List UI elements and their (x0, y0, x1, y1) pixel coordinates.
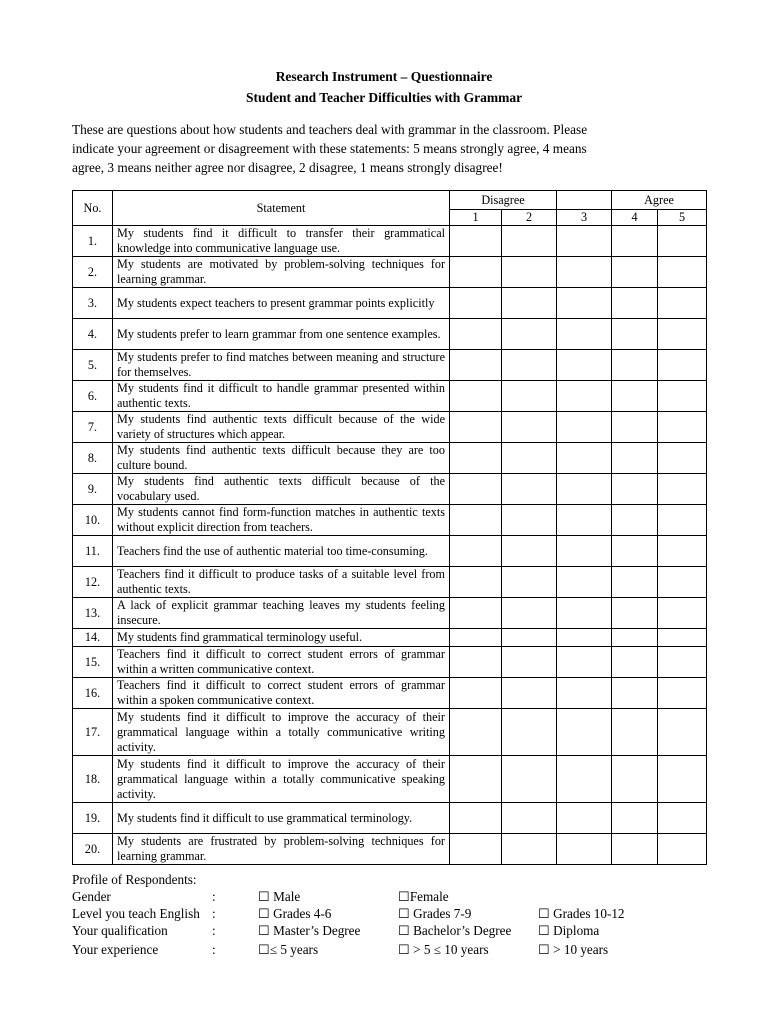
question-row (73, 350, 707, 381)
rating-cell-2[interactable] (502, 629, 557, 647)
rating-cell-3[interactable] (557, 350, 612, 381)
rating-cell-5[interactable] (658, 629, 707, 647)
question-number: 12. (73, 567, 113, 598)
rating-cell-1[interactable] (450, 756, 502, 803)
rating-cell-2[interactable] (502, 381, 557, 412)
profile-colon: : (212, 906, 216, 921)
rating-cell-3[interactable] (557, 505, 612, 536)
question-row (73, 803, 707, 834)
rating-cell-1[interactable] (450, 257, 502, 288)
rating-cell-4[interactable] (612, 381, 658, 412)
question-row (73, 412, 707, 443)
instructions-paragraph: These are questions about how students and teachers deal with grammar in the classroom. Please indicate your agreement or disagreement with these statements: 5 means strongly agree, 4 means agree, 3 means neither agree nor disagree, 2 disagree, 1 means strongly disagree! (72, 122, 588, 175)
rating-cell-5[interactable] (658, 834, 707, 865)
rating-cell-5[interactable] (658, 678, 707, 709)
rating-cell-4[interactable] (612, 257, 658, 288)
rating-cell-4[interactable] (612, 803, 658, 834)
rating-cell-4[interactable] (612, 505, 658, 536)
header-agree: Agree (612, 191, 707, 210)
rating-cell-2[interactable] (502, 567, 557, 598)
profile-colon: : (212, 889, 216, 904)
question-row (73, 288, 707, 319)
rating-cell-5[interactable] (658, 536, 707, 567)
rating-cell-5[interactable] (658, 226, 707, 257)
checkbox-option-bachelors[interactable]: ☐ Bachelor’s Degree (398, 923, 512, 938)
document-title: Research Instrument – Questionnaire (275, 69, 493, 84)
question-number: 18. (73, 756, 113, 803)
question-statement: My students find grammatical terminology useful. (113, 629, 450, 647)
checkbox-option-female[interactable]: ☐Female (398, 889, 449, 904)
rating-cell-1[interactable] (450, 319, 502, 350)
profile-row-qualification (72, 922, 722, 939)
question-number: 14. (73, 629, 113, 647)
profile-colon: : (212, 923, 216, 938)
rating-cell-5[interactable] (658, 756, 707, 803)
rating-cell-3[interactable] (557, 756, 612, 803)
question-number: 2. (73, 257, 113, 288)
question-row (73, 629, 707, 647)
rating-cell-2[interactable] (502, 443, 557, 474)
question-number: 13. (73, 598, 113, 629)
rating-cell-4[interactable] (612, 756, 658, 803)
question-number: 5. (73, 350, 113, 381)
question-number: 15. (73, 647, 113, 678)
rating-cell-3[interactable] (557, 678, 612, 709)
question-row (73, 319, 707, 350)
rating-cell-3[interactable] (557, 443, 612, 474)
question-statement: My students find it difficult to improve the accuracy of their grammatical language within a totally communicative writing activity. (113, 709, 450, 756)
checkbox-option-exp-le-5[interactable]: ☐≤ 5 years (258, 942, 319, 957)
rating-cell-4[interactable] (612, 598, 658, 629)
rating-cell-5[interactable] (658, 412, 707, 443)
rating-cell-3[interactable] (557, 647, 612, 678)
rating-cell-2[interactable] (502, 756, 557, 803)
rating-cell-2[interactable] (502, 288, 557, 319)
rating-cell-5[interactable] (658, 288, 707, 319)
rating-cell-4[interactable] (612, 567, 658, 598)
profile-heading: Profile of Respondents: (72, 872, 197, 887)
rating-cell-4[interactable] (612, 834, 658, 865)
question-row (73, 567, 707, 598)
rating-cell-3[interactable] (557, 257, 612, 288)
question-row (73, 474, 707, 505)
question-statement: My students find it difficult to handle grammar presented within authentic texts. (113, 381, 450, 412)
questionnaire-table (72, 190, 707, 865)
question-statement: My students prefer to find matches between meaning and structure for themselves. (113, 350, 450, 381)
rating-cell-1[interactable] (450, 505, 502, 536)
rating-cell-1[interactable] (450, 226, 502, 257)
rating-cell-2[interactable] (502, 647, 557, 678)
rating-cell-2[interactable] (502, 709, 557, 756)
rating-cell-2[interactable] (502, 257, 557, 288)
rating-cell-4[interactable] (612, 629, 658, 647)
question-row (73, 226, 707, 257)
question-statement: My students are frustrated by problem-solving techniques for learning grammar. (113, 834, 450, 865)
rating-cell-1[interactable] (450, 381, 502, 412)
rating-cell-5[interactable] (658, 474, 707, 505)
profile-row-gender (72, 888, 722, 905)
rating-cell-3[interactable] (557, 629, 612, 647)
question-statement: My students find it difficult to improve the accuracy of their grammatical language within a totally communicative speaking activity. (113, 756, 450, 803)
rating-cell-2[interactable] (502, 536, 557, 567)
rating-cell-2[interactable] (502, 803, 557, 834)
question-row (73, 536, 707, 567)
checkbox-option-diploma[interactable]: ☐ Diploma (538, 923, 600, 938)
rating-cell-3[interactable] (557, 567, 612, 598)
rating-cell-3[interactable] (557, 834, 612, 865)
rating-cell-1[interactable] (450, 803, 502, 834)
rating-cell-2[interactable] (502, 505, 557, 536)
rating-cell-3[interactable] (557, 288, 612, 319)
rating-cell-3[interactable] (557, 709, 612, 756)
rating-cell-3[interactable] (557, 803, 612, 834)
rating-cell-1[interactable] (450, 350, 502, 381)
checkbox-option-grades-10-12[interactable]: ☐ Grades 10-12 (538, 906, 625, 921)
rating-cell-5[interactable] (658, 443, 707, 474)
question-number: 4. (73, 319, 113, 350)
respondent-profile (72, 871, 722, 956)
question-row (73, 756, 707, 803)
header-no: No. (73, 191, 113, 226)
checkbox-option-exp-gt-10[interactable]: ☐ > 10 years (538, 942, 609, 957)
rating-cell-5[interactable] (658, 598, 707, 629)
header-neutral-blank (557, 191, 612, 210)
profile-row-experience (72, 941, 722, 958)
rating-cell-3[interactable] (557, 226, 612, 257)
rating-cell-4[interactable] (612, 678, 658, 709)
question-number: 8. (73, 443, 113, 474)
question-statement: My students find it difficult to transfer their grammatical knowledge into communicative language use. (113, 226, 450, 257)
question-statement: My students find it difficult to use grammatical terminology. (113, 803, 450, 834)
rating-cell-3[interactable] (557, 536, 612, 567)
profile-label: Your experience (72, 942, 159, 957)
rating-cell-4[interactable] (612, 709, 658, 756)
rating-cell-4[interactable] (612, 443, 658, 474)
document-subtitle: Student and Teacher Difficulties with Grammar (245, 90, 523, 105)
question-number: 11. (73, 536, 113, 567)
question-row (73, 598, 707, 629)
question-statement: My students expect teachers to present grammar points explicitly (113, 288, 450, 319)
question-number: 17. (73, 709, 113, 756)
question-statement: Teachers find the use of authentic material too time-consuming. (113, 536, 450, 567)
question-number: 7. (73, 412, 113, 443)
rating-cell-1[interactable] (450, 412, 502, 443)
question-number: 20. (73, 834, 113, 865)
question-statement: Teachers find it difficult to produce tasks of a suitable level from authentic texts. (113, 567, 450, 598)
rating-cell-1[interactable] (450, 536, 502, 567)
rating-cell-4[interactable] (612, 536, 658, 567)
rating-cell-5[interactable] (658, 505, 707, 536)
header-statement: Statement (113, 191, 450, 226)
checkbox-option-grades-4-6[interactable]: ☐ Grades 4-6 (258, 906, 332, 921)
question-number: 16. (73, 678, 113, 709)
question-row (73, 443, 707, 474)
scale-label-3: 3 (557, 210, 612, 226)
rating-cell-5[interactable] (658, 567, 707, 598)
question-row (73, 709, 707, 756)
rating-cell-5[interactable] (658, 381, 707, 412)
rating-cell-1[interactable] (450, 288, 502, 319)
rating-cell-3[interactable] (557, 598, 612, 629)
rating-cell-3[interactable] (557, 381, 612, 412)
rating-cell-4[interactable] (612, 319, 658, 350)
rating-cell-5[interactable] (658, 709, 707, 756)
question-statement: My students find authentic texts difficult because they are too culture bound. (113, 443, 450, 474)
profile-label: Gender (72, 889, 111, 904)
profile-colon: : (212, 942, 216, 957)
rating-cell-5[interactable] (658, 319, 707, 350)
question-statement: My students cannot find form-function matches in authentic texts without explicit direction from teachers. (113, 505, 450, 536)
profile-label: Your qualification (72, 923, 168, 938)
profile-label: Level you teach English (72, 906, 200, 921)
rating-cell-5[interactable] (658, 257, 707, 288)
checkbox-option-masters[interactable]: ☐ Master’s Degree (258, 923, 361, 938)
rating-cell-2[interactable] (502, 474, 557, 505)
rating-cell-1[interactable] (450, 474, 502, 505)
checkbox-option-exp-5-10[interactable]: ☐ > 5 ≤ 10 years (398, 942, 489, 957)
rating-cell-1[interactable] (450, 567, 502, 598)
question-statement: Teachers find it difficult to correct student errors of grammar within a spoken communicative context. (113, 678, 450, 709)
question-row (73, 257, 707, 288)
question-number: 6. (73, 381, 113, 412)
rating-cell-4[interactable] (612, 647, 658, 678)
rating-cell-1[interactable] (450, 598, 502, 629)
rating-cell-4[interactable] (612, 288, 658, 319)
rating-cell-3[interactable] (557, 474, 612, 505)
scale-label-1: 1 (450, 210, 502, 226)
question-row (73, 678, 707, 709)
scale-label-2: 2 (502, 210, 557, 226)
question-statement: My students are motivated by problem-solving techniques for learning grammar. (113, 257, 450, 288)
rating-cell-4[interactable] (612, 412, 658, 443)
rating-cell-4[interactable] (612, 350, 658, 381)
question-statement: My students prefer to learn grammar from one sentence examples. (113, 319, 450, 350)
question-statement: My students find authentic texts difficult because of the wide variety of structures which appear. (113, 412, 450, 443)
profile-heading-row (72, 871, 722, 888)
question-statement: A lack of explicit grammar teaching leaves my students feeling insecure. (113, 598, 450, 629)
question-row (73, 647, 707, 678)
rating-cell-1[interactable] (450, 443, 502, 474)
rating-cell-3[interactable] (557, 319, 612, 350)
rating-cell-4[interactable] (612, 474, 658, 505)
rating-cell-5[interactable] (658, 803, 707, 834)
question-number: 9. (73, 474, 113, 505)
rating-cell-2[interactable] (502, 319, 557, 350)
rating-cell-1[interactable] (450, 629, 502, 647)
checkbox-option-male[interactable]: ☐ Male (258, 889, 301, 904)
question-row (73, 834, 707, 865)
rating-cell-1[interactable] (450, 647, 502, 678)
rating-cell-2[interactable] (502, 598, 557, 629)
rating-cell-2[interactable] (502, 412, 557, 443)
checkbox-option-grades-7-9[interactable]: ☐ Grades 7-9 (398, 906, 472, 921)
rating-cell-2[interactable] (502, 834, 557, 865)
profile-row-level (72, 905, 722, 922)
rating-cell-2[interactable] (502, 226, 557, 257)
question-statement: Teachers find it difficult to correct student errors of grammar within a written communicative context. (113, 647, 450, 678)
question-row (73, 381, 707, 412)
rating-cell-5[interactable] (658, 647, 707, 678)
question-number: 10. (73, 505, 113, 536)
rating-cell-2[interactable] (502, 350, 557, 381)
question-number: 1. (73, 226, 113, 257)
rating-cell-1[interactable] (450, 834, 502, 865)
header-disagree: Disagree (450, 191, 557, 210)
rating-cell-2[interactable] (502, 678, 557, 709)
rating-cell-1[interactable] (450, 709, 502, 756)
question-statement: My students find authentic texts difficult because of the vocabulary used. (113, 474, 450, 505)
question-number: 3. (73, 288, 113, 319)
question-row (73, 505, 707, 536)
rating-cell-5[interactable] (658, 350, 707, 381)
rating-cell-4[interactable] (612, 226, 658, 257)
rating-cell-1[interactable] (450, 678, 502, 709)
scale-label-5: 5 (658, 210, 707, 226)
scale-label-4: 4 (612, 210, 658, 226)
rating-cell-3[interactable] (557, 412, 612, 443)
question-number: 19. (73, 803, 113, 834)
